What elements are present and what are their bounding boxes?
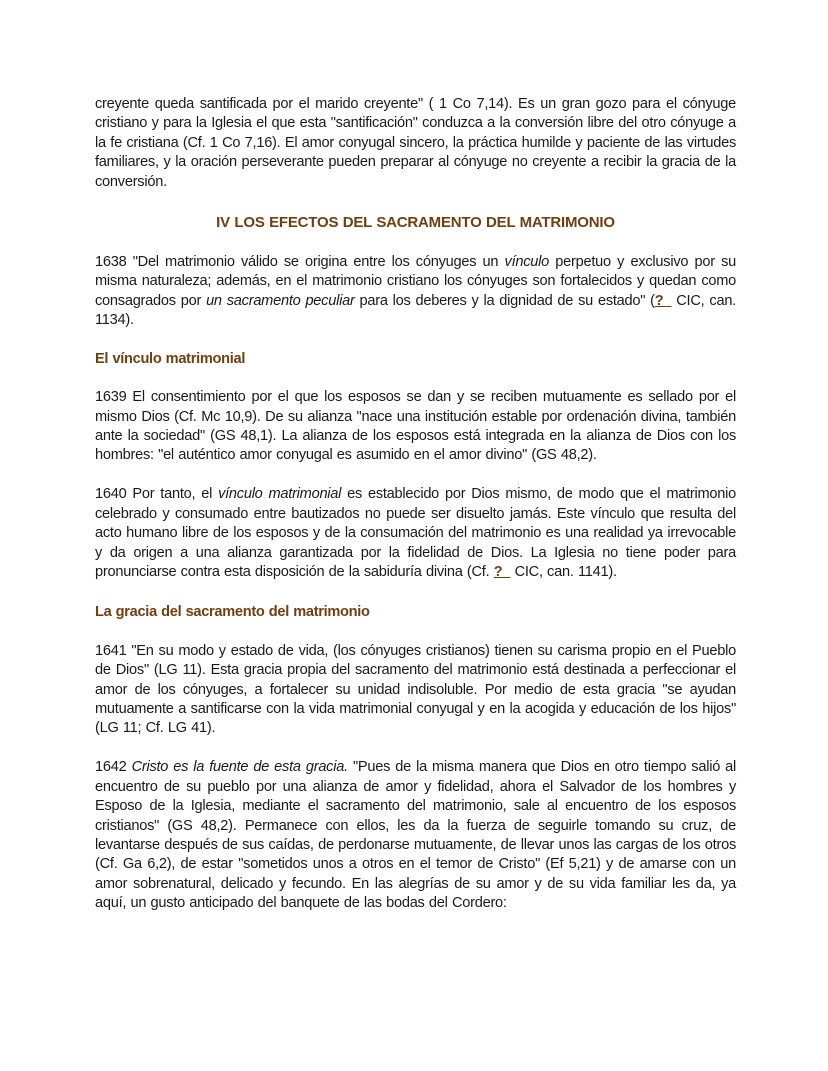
italic-text: un sacramento peculiar [206,292,355,309]
text: perpetuo y exclusivo por su misma naturaleza; además, en el matrimonio cristiano los cónyuges son fortalecidos y quedan como consagrados por [95,254,737,309]
italic-text: vínculo [504,254,550,271]
subsection-heading: El vínculo matrimonial [95,350,246,367]
text: es establecido por Dios mismo, de modo que el matrimonio celebrado y consumado entre bautizados no puede ser disuelto jamás. Este vínculo que resulta del acto humano libre de los esposos y de la consumación del matrimonio es una realidad ya irrevocable y da origen a una alianza garantizada por la fidelidad de Dios. La Iglesia no tiene poder para pronunciarse contra esta disposición de la sabiduría divina (Cf. [95,486,737,580]
paragraph-1641: 1641 "En su modo y estado de vida, (los cónyuges cristianos) tienen su carisma propio en el Pueblo de Dios" (LG 11). Esta gracia propia del sacramento del matrimonio está destinada a perfeccionar el amor de los cónyuges, a fortalecer su unidad indisoluble. Por medio de esta gracia "se ayudan mutuamente a santificarse con la vida matrimonial conyugal y en la acogida y educación de los hijos" (LG 11; Cf. LG 41). [95,642,736,737]
italic-text: Cristo es la fuente de esta gracia. [131,759,348,776]
document-page [95,95,736,914]
italic-text: vínculo matrimonial [218,486,342,503]
paragraph-1642 [95,758,736,913]
paragraph-1638 [95,253,736,331]
reference-link[interactable]: ?_ [493,563,511,580]
reference-link[interactable]: ?_ [654,292,672,309]
text: 1640 Por tanto, el [95,486,219,503]
paragraph-1640 [95,485,736,582]
section-heading: IV LOS EFECTOS DEL SACRAMENTO DEL MATRIMONIO [216,214,615,232]
paragraph-continuation: creyente queda santificada por el marido creyente" ( 1 Co 7,14). Es un gran gozo para el cónyuge cristiano y para la Iglesia el que esta "santificación" conduzca a la conversión libre del otro cónyuge a la fe cristiana (Cf. 1 Co 7,16). El amor conyugal sincero, la práctica humilde y paciente de las virtudes familiares, y la oración perseverante pueden preparar al cónyuge no creyente a recibir la gracia de la conversión. [95,96,736,190]
paragraph-1639: 1639 El consentimiento por el que los esposos se dan y se reciben mutuamente es sellado por el mismo Dios (Cf. Mc 10,9). De su alianza "nace una institución estable por ordenación divina, también ante la sociedad" (GS 48,1). La alianza de los esposos está integrada en la alianza de Dios con los hombres: "el auténtico amor conyugal es asumido en el amor divino" (GS 48,2). [95,389,736,464]
text: "Pues de la misma manera que Dios en otro tiempo salió al encuentro de su pueblo por una alianza de amor y fidelidad, ahora el Salvador de los hombres y Esposo de la Iglesia, mediante el sacramento del matrimonio, sale al encuentro de los esposos cristianos" (GS 48,2). Permanece con ellos, les da la fuerza de seguirle tomando su cruz, de levantarse después de sus caídas, de perdonarse mutuamente, de llevar unos las cargas de los otros (Cf. Ga 6,2), de estar "sometidos unos a otros en el temor de Cristo" (Ef 5,21) y de amarse con un amor sobrenatural, delicado y fecundo. En las alegrías de su amor y de su vida familiar les da, ya aquí, un gusto anticipado del banquete de las bodas del Cordero: [95,759,737,912]
text: 1638 "Del matrimonio válido se origina entre los cónyuges un [95,254,505,271]
text: CIC, can. 1134). [95,292,736,329]
text: 1642 [95,759,132,776]
subsection-heading: La gracia del sacramento del matrimonio [95,604,370,621]
text: para los deberes y la dignidad de su estado" ( [354,292,655,309]
text: CIC, can. 1141). [510,563,617,580]
